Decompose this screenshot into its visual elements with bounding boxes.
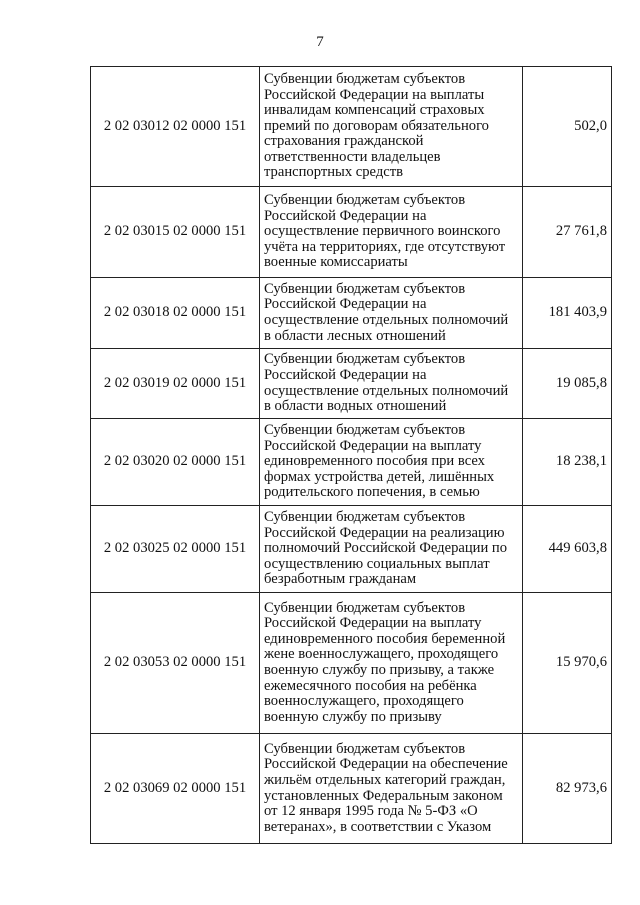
description-cell: Субвенции бюджетам субъектов Российской Федерации на осуществление отдельных полномочий в области водных отношений: [260, 349, 523, 419]
budget-code-cell: 2 02 03025 02 0000 151: [91, 506, 260, 593]
description-cell: Субвенции бюджетам субъектов Российской Федерации на осуществление первичного воинского учёта на территориях, где отсутствуют военные комиссариаты: [260, 187, 523, 278]
amount-cell: 18 238,1: [523, 419, 612, 506]
description-cell: Субвенции бюджетам субъектов Российской Федерации на выплату единовременного пособия беременной жене военнослужащего, проходящего военную службу по призыву, а также ежемесячного пособия на ребёнка военнослужащего, проходящего военную службу по призыву: [260, 593, 523, 734]
amount-cell: 449 603,8: [523, 506, 612, 593]
page-number: 7: [316, 34, 324, 50]
description-cell: Субвенции бюджетам субъектов Российской Федерации на осуществление отдельных полномочий в области лесных отношений: [260, 278, 523, 349]
budget-code-cell: 2 02 03053 02 0000 151: [91, 593, 260, 734]
amount-cell: 27 761,8: [523, 187, 612, 278]
amount-cell: 15 970,6: [523, 593, 612, 734]
table-row: [91, 67, 612, 187]
table-row: [91, 593, 612, 734]
amount-cell: 19 085,8: [523, 349, 612, 419]
budget-code-cell: 2 02 03069 02 0000 151: [91, 734, 260, 844]
budget-code-cell: 2 02 03019 02 0000 151: [91, 349, 260, 419]
budget-code-cell: 2 02 03012 02 0000 151: [91, 67, 260, 187]
table-row: [91, 734, 612, 844]
description-cell: Субвенции бюджетам субъектов Российской Федерации на выплату единовременного пособия при всех формах устройства детей, лишённых родительского попечения, в семью: [260, 419, 523, 506]
budget-revenue-table: [90, 66, 612, 844]
description-cell: Субвенции бюджетам субъектов Российской Федерации на выплаты инвалидам компенсаций страховых премий по договорам обязательного страхования гражданской ответственности владельцев транспортных средств: [260, 67, 523, 187]
budget-code-cell: 2 02 03020 02 0000 151: [91, 419, 260, 506]
budget-code-cell: 2 02 03018 02 0000 151: [91, 278, 260, 349]
table-row: [91, 278, 612, 349]
amount-cell: 502,0: [523, 67, 612, 187]
description-cell: Субвенции бюджетам субъектов Российской Федерации на реализацию полномочий Российской Федерации по осуществлению социальных выплат безработным гражданам: [260, 506, 523, 593]
description-cell: Субвенции бюджетам субъектов Российской Федерации на обеспечение жильём отдельных категорий граждан, установленных Федеральным законом от 12 января 1995 года № 5-ФЗ «О ветеранах», в соответствии с Указом: [260, 734, 523, 844]
amount-cell: 82 973,6: [523, 734, 612, 844]
table-row: [91, 187, 612, 278]
table-row: [91, 349, 612, 419]
budget-code-cell: 2 02 03015 02 0000 151: [91, 187, 260, 278]
table-row: [91, 506, 612, 593]
table-row: [91, 419, 612, 506]
amount-cell: 181 403,9: [523, 278, 612, 349]
